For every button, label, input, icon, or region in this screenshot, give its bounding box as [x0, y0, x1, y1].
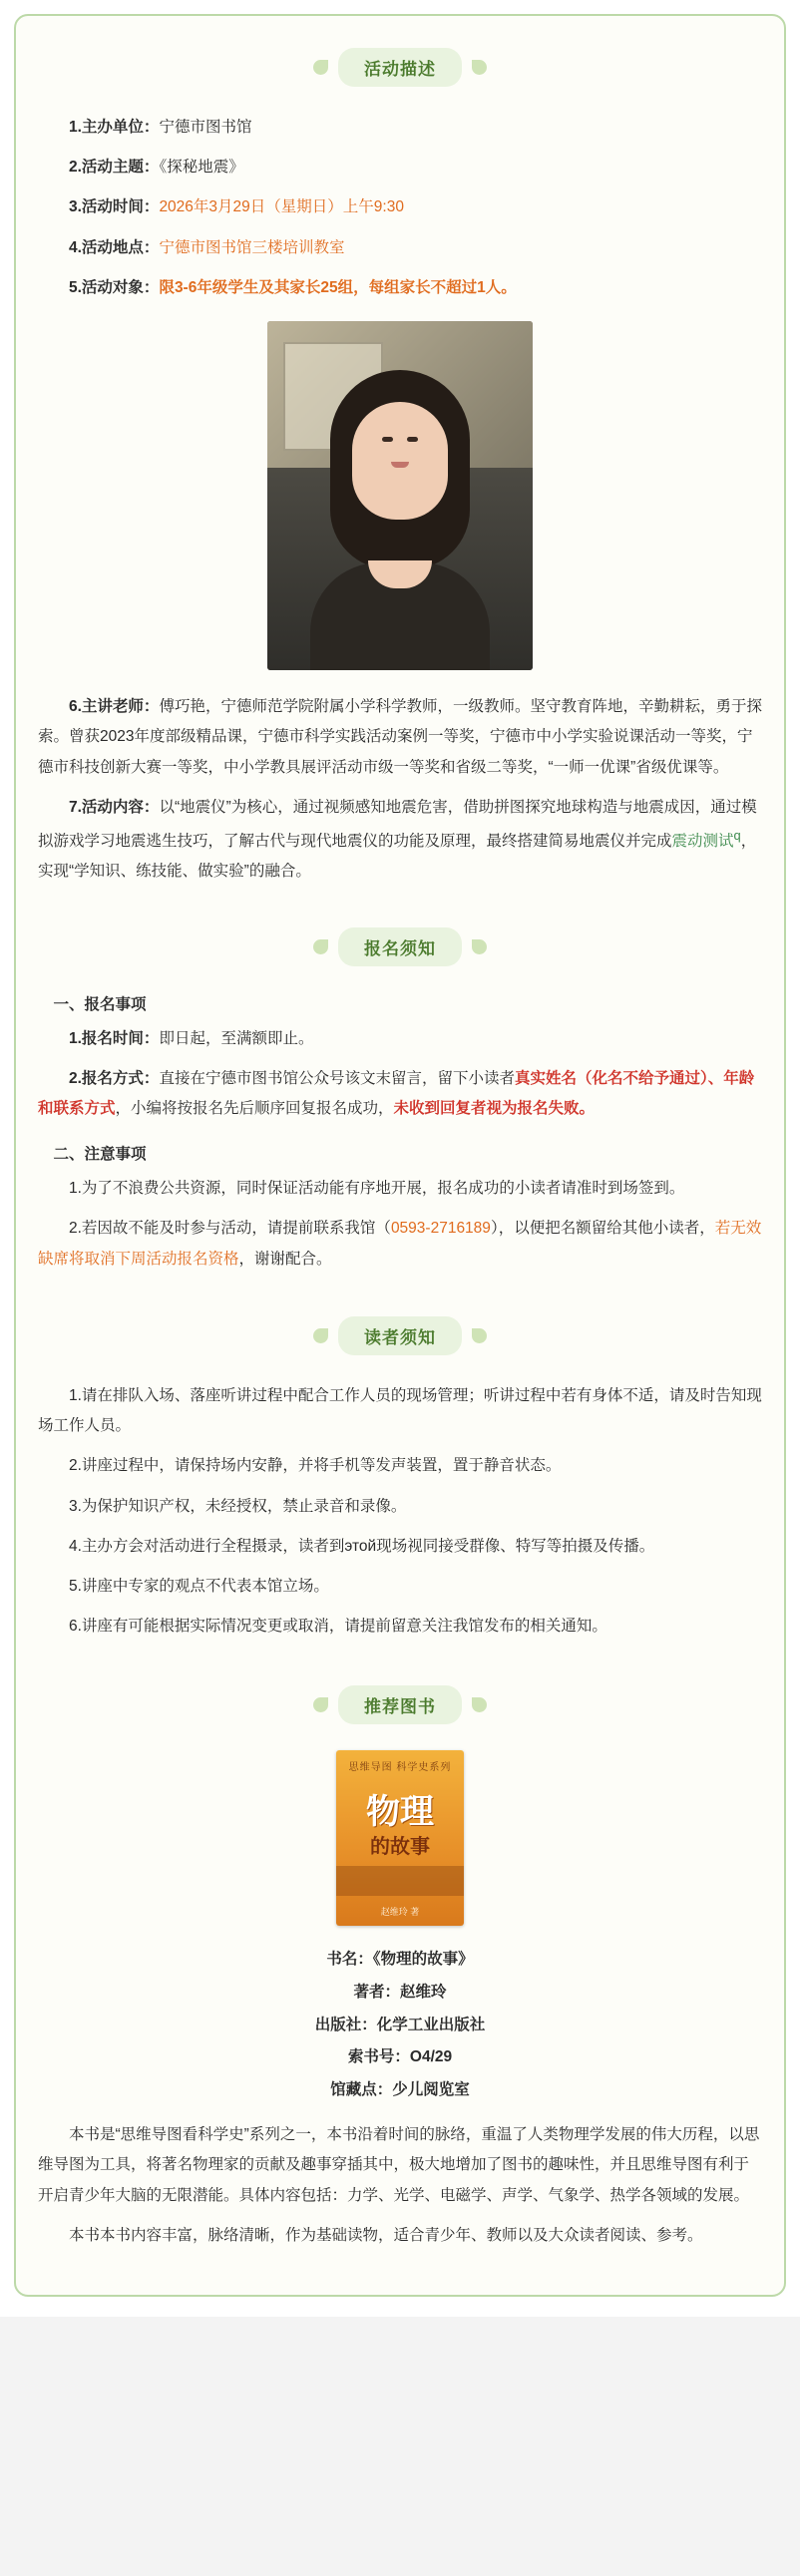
- content-text-part1: 以“地震仪”为核心，通过视频感知地震危害，借助拼图探究地球构造与地震成因，通过模拟游戏学习地震逃生技巧，了解古代与现代地震仪的功能及原理，最终搭建简易地震仪并完成: [38, 798, 757, 851]
- signup-item-1-value: 即日起，至满额即止。: [159, 1029, 314, 1047]
- book-field-value: 少儿阅览室: [392, 2080, 470, 2098]
- article-card: [14, 14, 786, 2297]
- signup-item-2-label: 2.报名方式：: [69, 1069, 160, 1087]
- signup-item-2-part2: ，小编将按报名先后顺序回复报名成功，: [115, 1100, 394, 1117]
- activity-item: [38, 153, 762, 183]
- leaf-icon: [313, 60, 328, 75]
- signup-item-2: [38, 1064, 762, 1124]
- reader-note: 5.讲座中专家的观点不代表本馆立场。: [69, 1577, 329, 1595]
- book-cover-strip: [336, 1866, 464, 1896]
- signup-note-2-part1: 2.若因故不能及时参与活动，请提前联系我馆（: [69, 1220, 391, 1238]
- photo-mouth: [391, 462, 409, 468]
- section-title-activity: 活动描述: [338, 48, 462, 87]
- reader-note: 2.讲座过程中，请保持场内安静，并将手机等发声装置，置于静音状态。: [69, 1457, 562, 1475]
- reader-note: 3.为保护知识产权，未经授权，禁止录音和录像。: [69, 1497, 407, 1515]
- section-title-book: 推荐图书: [338, 1685, 462, 1724]
- book-field: [38, 1977, 762, 2010]
- leaf-icon: [472, 939, 487, 954]
- signup-item-2-highlight-1: 真实姓名（化名不给予通过）、年龄和联系方式: [38, 1069, 755, 1117]
- content-text-part2: ，实现“学知识、练技能、做实验”的融合。: [38, 833, 757, 881]
- activity-item-label: 5.活动对象：: [69, 278, 160, 296]
- signup-note-1: 1.为了不浪费公共资源，同时保证活动能有序地开展，报名成功的小读者请准时到场签到。: [69, 1180, 685, 1198]
- card-bottom-spacer: [38, 2261, 762, 2269]
- content-paragraph: [38, 793, 762, 888]
- book-cover-subtitle: 的故事: [370, 1836, 430, 1859]
- leaf-icon: [472, 1328, 487, 1343]
- leaf-icon: [313, 939, 328, 954]
- signup-item-2-highlight-2: 未收到回复者视为报名失败。: [393, 1100, 596, 1117]
- activity-item-label: 3.活动时间：: [69, 198, 160, 216]
- activity-item-value: 宁德市图书馆三楼培训教室: [159, 238, 345, 256]
- photo-face: [352, 402, 448, 520]
- signup-note-2-highlight: 若无效缺席将取消下周活动报名资格: [38, 1220, 762, 1268]
- activity-item: [38, 233, 762, 263]
- teacher-photo-wrap: [38, 321, 762, 670]
- signup-note-2: [38, 1214, 762, 1274]
- activity-item-label: 1.主办单位：: [69, 119, 160, 136]
- book-field-value: 《物理的故事》: [372, 1951, 474, 1969]
- reader-note: 1.请在排队入场、落座听讲过程中配合工作人员的现场管理；听讲过程中若有身体不适，请及时告知现场工作人员。: [38, 1386, 762, 1435]
- teacher-photo: [267, 321, 533, 670]
- book-cover: [336, 1750, 464, 1926]
- book-cover-title: 物理: [366, 1793, 434, 1832]
- book-cover-wrap: [38, 1750, 762, 1926]
- section-header-reader: [38, 1316, 762, 1355]
- book-field-label: 书名：: [326, 1951, 373, 1969]
- book-field: [38, 1944, 762, 1977]
- leaf-icon: [313, 1328, 328, 1343]
- book-cover-series: 思维导图 科学史系列: [348, 1762, 452, 1774]
- activity-item-value: 《探秘地震》: [159, 159, 244, 177]
- book-field-label: 馆藏点：: [330, 2080, 393, 2098]
- section-title-signup: 报名须知: [338, 927, 462, 966]
- signup-note-2-part2: ），以便把名额留给其他小读者，: [490, 1220, 715, 1238]
- signup-note-2-phone: 0593-2716189: [390, 1220, 491, 1238]
- activity-item-label: 4.活动地点：: [69, 238, 160, 256]
- section-header-activity: [38, 48, 762, 87]
- book-field: [38, 2010, 762, 2042]
- signup-subheading-1: 一、报名事项: [53, 995, 147, 1013]
- section-title-reader: 读者须知: [338, 1316, 462, 1355]
- photo-eye-right: [407, 437, 418, 442]
- activity-item-value: 宁德市图书馆: [159, 119, 252, 136]
- book-field-label: 出版社：: [314, 2016, 377, 2033]
- reader-note: 4.主办方会对活动进行全程摄录，读者到этой现场视同接受群像、特写等拍摄及传播。: [69, 1537, 655, 1555]
- book-field: [38, 2041, 762, 2074]
- reader-note: 6.讲座有可能根据实际情况变更或取消，请提前留意关注我馆发布的相关通知。: [69, 1618, 607, 1636]
- book-cover-author: 赵维玲 著: [380, 1907, 420, 1918]
- signup-note-2-part3: ，谢谢配合。: [238, 1250, 332, 1268]
- teacher-paragraph: [38, 692, 762, 783]
- signup-item-1: [38, 1024, 762, 1054]
- photo-eye-left: [382, 437, 393, 442]
- signup-item-2-part1: 直接在宁德市图书馆公众号该文末留言，留下小读者: [159, 1069, 515, 1087]
- content-link[interactable]: 震动测试: [671, 833, 734, 851]
- activity-item: [38, 113, 762, 143]
- teacher-text: 傅巧艳，宁德师范学院附属小学科学教师，一级教师。坚守教育阵地，辛勤耕耘，勇于探索。曾获2023年度部级精品课，宁德市科学实践活动案例一等奖，宁德市中小学实验说课活动一等奖，宁德市科技创新大赛一等奖，中小学教具展评活动市级一等奖和省级二等奖，“一师一优课”省级优课等。: [38, 698, 762, 776]
- book-description-1: 本书是“思维导图看科学史”系列之一，本书沿着时间的脉络，重温了人类物理学发展的伟大历程，以思维导图为工具，将著名物理家的贡献及趣事穿插其中，极大地增加了图书的趣味性，并且思维导图有利于开启青少年大脑的无限潜能。具体内容包括：力学、光学、电磁学、声学、气象学、热学各领域的发展。: [38, 2126, 760, 2204]
- signup-item-1-label: 1.报名时间：: [69, 1029, 160, 1047]
- leaf-icon: [313, 1697, 328, 1712]
- leaf-icon: [472, 1697, 487, 1712]
- leaf-icon: [472, 60, 487, 75]
- book-field-label: 索书号：: [347, 2048, 410, 2066]
- book-field-label: 著者：: [353, 1983, 400, 2001]
- book-field: [38, 2074, 762, 2107]
- signup-subheading-2: 二、注意事项: [53, 1146, 147, 1164]
- section-header-book: [38, 1685, 762, 1724]
- activity-item-value: 2026年3月29日（星期日）上午9:30: [159, 198, 404, 216]
- book-description-2: 本书本书内容丰富，脉络清晰，作为基础读物，适合青少年、教师以及大众读者阅读、参考。: [69, 2226, 703, 2244]
- book-field-value: O4/29: [409, 2048, 453, 2066]
- teacher-label: 6.主讲老师：: [69, 698, 160, 716]
- content-label: 7.活动内容：: [69, 798, 160, 816]
- section-header-signup: [38, 927, 762, 966]
- book-field-value: 化学工业出版社: [376, 2016, 486, 2033]
- book-field-value: 赵维玲: [400, 1983, 447, 2001]
- activity-item: [38, 273, 762, 303]
- activity-item-label: 2.活动主题：: [69, 159, 160, 177]
- activity-item-value: 限3-6年级学生及其家长25组，每组家长不超过1人。: [159, 278, 517, 296]
- activity-item: [38, 192, 762, 222]
- content-link-superscript: q: [733, 827, 741, 843]
